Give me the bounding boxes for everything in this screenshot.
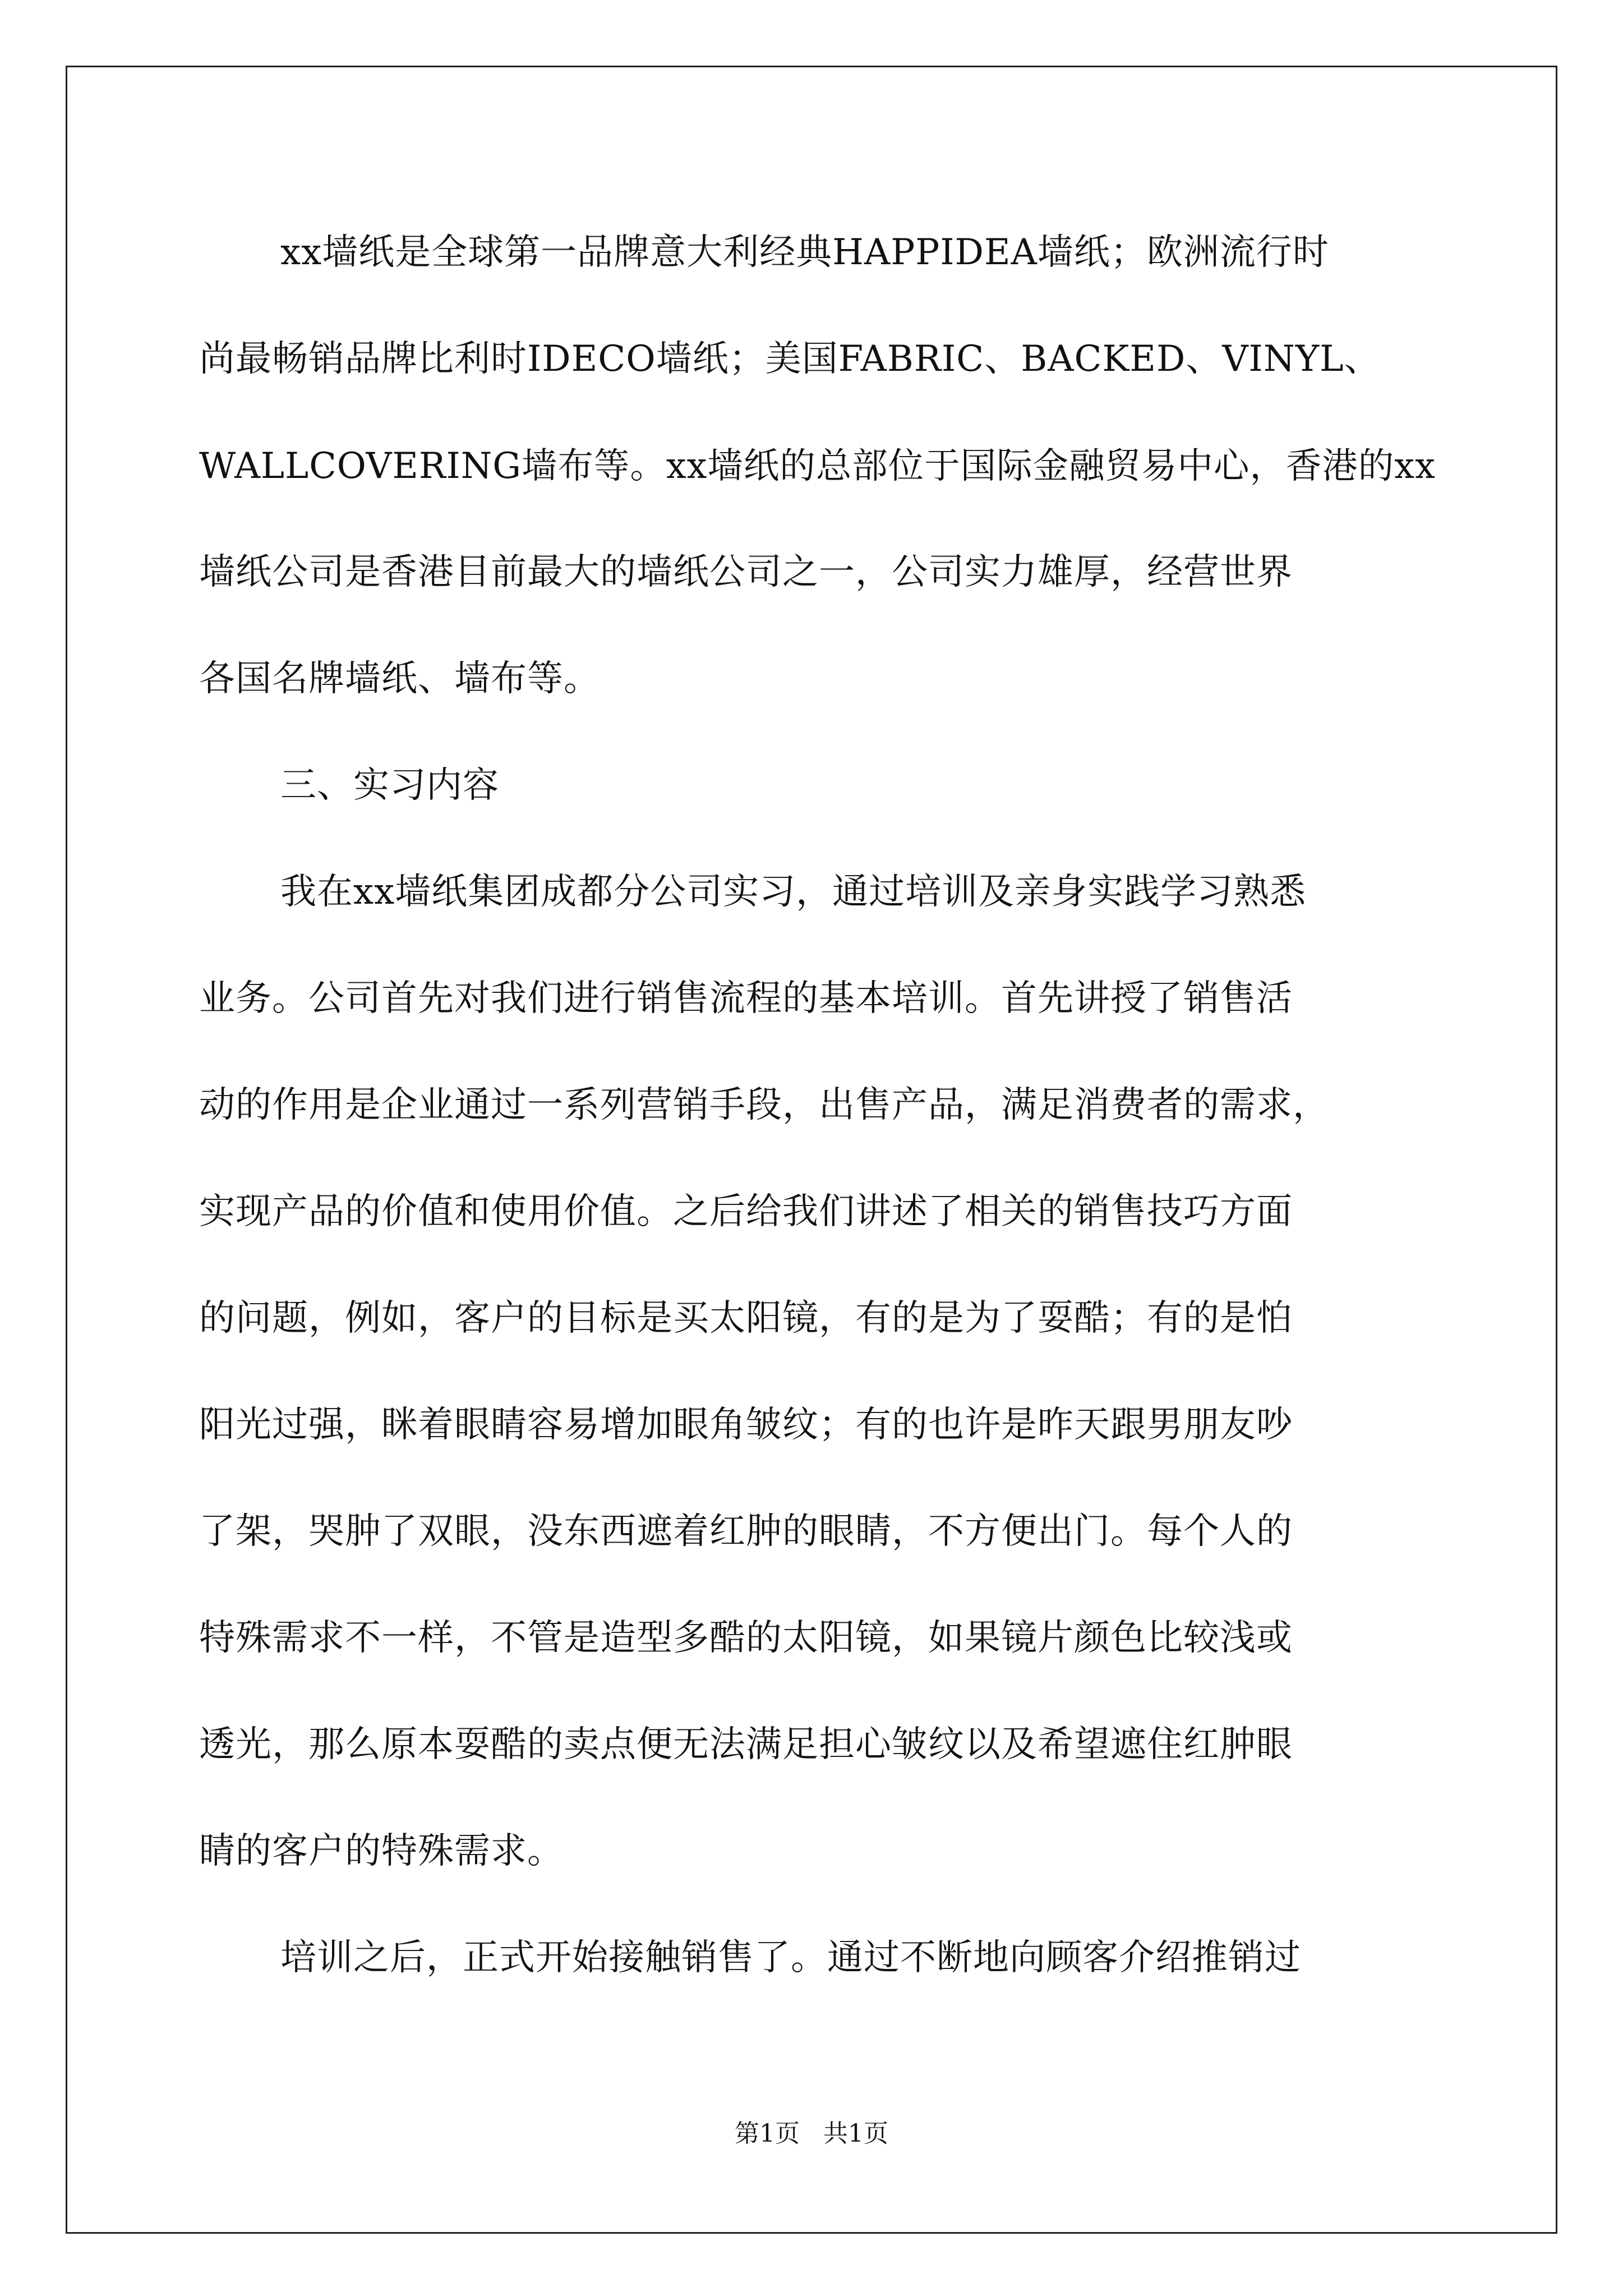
paragraph-2-line-2: 业务。公司首先对我们进行销售流程的基本培训。首先讲授了销售活 <box>199 978 1293 1019</box>
paragraph-2-line-5: 的问题，例如，客户的目标是买太阳镜，有的是为了耍酷；有的是怕 <box>199 1297 1293 1339</box>
paragraph-1-line-1: xx墙纸是全球第一品牌意大利经典HAPPIDEA墙纸；欧洲流行时 <box>280 232 1329 273</box>
page-border <box>66 66 1557 2234</box>
paragraph-3-line-1: 培训之后，正式开始接触销售了。通过不断地向顾客介绍推销过 <box>280 1937 1301 1978</box>
paragraph-2-line-3: 动的作用是企业通过一系列营销手段，出售产品，满足消费者的需求， <box>199 1084 1329 1126</box>
paragraph-2-line-9: 透光，那么原本耍酷的卖点便无法满足担心皱纹以及希望遮住红肿眼 <box>199 1724 1293 1765</box>
paragraph-1-line-2: 尚最畅销品牌比利时IDECO墙纸；美国FABRIC、BACKED、VINYL、 <box>199 338 1381 380</box>
paragraph-1-line-3: WALLCOVERING墙布等。xx墙纸的总部位于国际金融贸易中心，香港的xx <box>199 445 1436 486</box>
paragraph-2-line-8: 特殊需求不一样，不管是造型多酷的太阳镜，如果镜片颜色比较浅或 <box>199 1617 1293 1659</box>
paragraph-1-line-4: 墙纸公司是香港目前最大的墙纸公司之一，公司实力雄厚，经营世界 <box>199 551 1293 593</box>
paragraph-2-line-4: 实现产品的价值和使用价值。之后给我们讲述了相关的销售技巧方面 <box>199 1191 1293 1232</box>
paragraph-2-line-6: 阳光过强，眯着眼睛容易增加眼角皱纹；有的也许是昨天跟男朋友吵 <box>199 1404 1293 1446</box>
paragraph-2-line-1: 我在xx墙纸集团成都分公司实习，通过培训及亲身实践学习熟悉 <box>280 871 1307 913</box>
paragraph-1-line-5: 各国名牌墙纸、墙布等。 <box>199 658 600 700</box>
paragraph-2-line-10: 睛的客户的特殊需求。 <box>199 1830 564 1872</box>
page-footer: 第1页 共1页 <box>735 2119 888 2148</box>
paragraph-2-line-7: 了架，哭肿了双眼，没东西遮着红肿的眼睛，不方便出门。每个人的 <box>199 1511 1293 1552</box>
section-heading: 三、实习内容 <box>280 765 499 806</box>
